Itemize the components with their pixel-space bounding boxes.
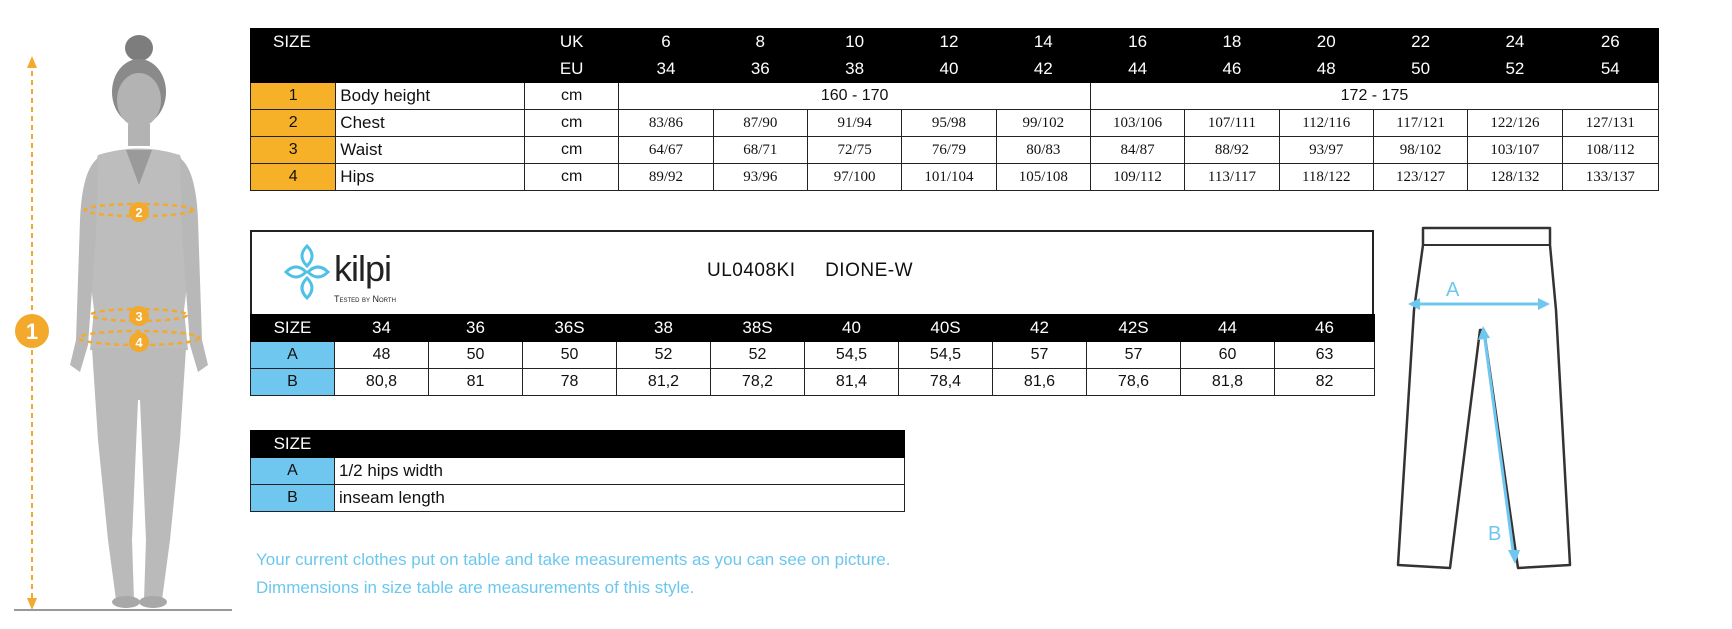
brand-tagline: Tested by North [334, 294, 396, 304]
cell-value: 101/104 [902, 164, 996, 191]
product-size: 42 [993, 315, 1087, 342]
kilpi-logo-icon [282, 242, 332, 302]
row-number: 3 [251, 137, 336, 164]
row-unit: cm [524, 137, 618, 164]
row-name: Hips [336, 164, 525, 191]
table-row-a [251, 342, 1375, 369]
eu-size: 38 [807, 56, 901, 83]
svg-text:2: 2 [135, 205, 143, 220]
product-size: 42S [1087, 315, 1181, 342]
cell-value: 54,5 [899, 342, 993, 369]
uk-size: 6 [619, 29, 713, 56]
uk-label: UK [524, 29, 618, 56]
product-title [707, 260, 913, 282]
product-size: 40S [899, 315, 993, 342]
cell-value: 83/86 [619, 110, 713, 137]
row-name: Chest [336, 110, 525, 137]
cell-value: 91/94 [807, 110, 901, 137]
cell-value: 54,5 [805, 342, 899, 369]
product-header [250, 230, 1374, 314]
cell-value: 78,4 [899, 369, 993, 396]
row-unit: cm [524, 110, 618, 137]
cell-value: 81 [429, 369, 523, 396]
row-name: Waist [336, 137, 525, 164]
cell-value: 107/111 [1185, 110, 1279, 137]
product-size: 36 [429, 315, 523, 342]
row-unit: cm [524, 164, 618, 191]
uk-size: 14 [996, 29, 1090, 56]
eu-size: 34 [619, 56, 713, 83]
cell-value: 50 [523, 342, 617, 369]
marker-a: A [1446, 279, 1460, 301]
cell-value: 80,8 [335, 369, 429, 396]
row-number: 4 [251, 164, 336, 191]
cell-value: 52 [617, 342, 711, 369]
row-label: A [251, 342, 335, 369]
eu-size-row [251, 56, 1659, 83]
size-header: SIZE [251, 29, 525, 56]
table-row-legend-b [251, 485, 905, 512]
marker-height [15, 314, 49, 348]
uk-size-row [251, 29, 1659, 56]
note-line-2: Dimmensions in size table are measurements of this style. [256, 578, 695, 597]
table-row-legend-a [251, 458, 905, 485]
row-label: B [251, 485, 335, 512]
cell-value: 112/116 [1279, 110, 1373, 137]
row-unit: cm [524, 83, 618, 110]
cell-value: 93/96 [713, 164, 807, 191]
product-size: 36S [523, 315, 617, 342]
cell-value: 78,2 [711, 369, 805, 396]
cell-value: 57 [993, 342, 1087, 369]
row-description: 1/2 hips width [335, 458, 905, 485]
eu-size: 42 [996, 56, 1090, 83]
row-number: 1 [251, 83, 336, 110]
product-size-header-row [251, 315, 1375, 342]
product-size: 38 [617, 315, 711, 342]
uk-size: 8 [713, 29, 807, 56]
product-name: DIONE-W [825, 260, 914, 281]
size-header: SIZE [251, 431, 335, 458]
cell-value: 133/137 [1562, 164, 1658, 191]
pants-measurement-diagram [1380, 220, 1590, 580]
cell-value: 52 [711, 342, 805, 369]
eu-size: 36 [713, 56, 807, 83]
product-size: 44 [1181, 315, 1275, 342]
eu-label: EU [524, 56, 618, 83]
cell-value: 80/83 [996, 137, 1090, 164]
product-size-table [250, 314, 1375, 396]
row-label: B [251, 369, 335, 396]
cell-value: 88/92 [1185, 137, 1279, 164]
table-row-body-height [251, 83, 1659, 110]
cell-value: 117/121 [1373, 110, 1467, 137]
cell-value: 118/122 [1279, 164, 1373, 191]
uk-size: 16 [1090, 29, 1184, 56]
cell-value: 78,6 [1087, 369, 1181, 396]
cell-value: 63 [1275, 342, 1375, 369]
eu-size: 48 [1279, 56, 1373, 83]
cell-value: 113/117 [1185, 164, 1279, 191]
cell-value: 50 [429, 342, 523, 369]
uk-size: 26 [1562, 29, 1658, 56]
cell-value: 99/102 [996, 110, 1090, 137]
svg-text:3: 3 [135, 309, 143, 324]
cell-value: 128/132 [1468, 164, 1562, 191]
table-row-hips [251, 164, 1659, 191]
cell-value: 89/92 [619, 164, 713, 191]
cell-value: 95/98 [902, 110, 996, 137]
product-size: 34 [335, 315, 429, 342]
row-description: inseam length [335, 485, 905, 512]
cell-value: 127/131 [1562, 110, 1658, 137]
cell-value: 122/126 [1468, 110, 1562, 137]
brand-name: kilpi [334, 248, 392, 289]
empty-cell [251, 56, 525, 83]
eu-size: 44 [1090, 56, 1184, 83]
row-number: 2 [251, 110, 336, 137]
legend-table [250, 430, 905, 512]
product-size: 38S [711, 315, 805, 342]
cell-value: 108/112 [1562, 137, 1658, 164]
row-label: A [251, 458, 335, 485]
cell-value: 105/108 [996, 164, 1090, 191]
table-row-waist [251, 137, 1659, 164]
table-row-b [251, 369, 1375, 396]
eu-size: 40 [902, 56, 996, 83]
svg-text:4: 4 [135, 335, 143, 350]
body-measurement-figure [0, 20, 240, 620]
cell-value: 68/71 [713, 137, 807, 164]
cell-value: 81,2 [617, 369, 711, 396]
legend-header-row [251, 431, 905, 458]
cell-value: 103/107 [1468, 137, 1562, 164]
cell-value: 57 [1087, 342, 1181, 369]
row-name: Body height [336, 83, 525, 110]
cell-value: 93/97 [1279, 137, 1373, 164]
uk-size: 24 [1468, 29, 1562, 56]
cell-value: 123/127 [1373, 164, 1467, 191]
marker-b: B [1488, 523, 1502, 545]
marker-chest [129, 202, 149, 222]
cell-value: 81,8 [1181, 369, 1275, 396]
marker-waist [129, 306, 149, 326]
note-line-1: Your current clothes put on table and take measurements as you can see on picture. [256, 550, 891, 569]
uk-size: 22 [1373, 29, 1467, 56]
cell-value: 98/102 [1373, 137, 1467, 164]
eu-size: 52 [1468, 56, 1562, 83]
size-header: SIZE [251, 315, 335, 342]
cell-value: 64/67 [619, 137, 713, 164]
eu-size: 46 [1185, 56, 1279, 83]
cell-value: 72/75 [807, 137, 901, 164]
body-size-table [250, 28, 1659, 191]
cell-value: 97/100 [807, 164, 901, 191]
cell-value: 82 [1275, 369, 1375, 396]
eu-size: 50 [1373, 56, 1467, 83]
cell-value: 84/87 [1090, 137, 1184, 164]
cell-value: 60 [1181, 342, 1275, 369]
cell-value: 76/79 [902, 137, 996, 164]
cell-value: 78 [523, 369, 617, 396]
table-row-chest [251, 110, 1659, 137]
uk-size: 18 [1185, 29, 1279, 56]
marker-height-label: 1 [25, 319, 39, 344]
product-code: UL0408KI [707, 260, 796, 281]
product-size: 46 [1275, 315, 1375, 342]
uk-size: 20 [1279, 29, 1373, 56]
cell-value: 81,4 [805, 369, 899, 396]
uk-size: 10 [807, 29, 901, 56]
height-range: 160 - 170 [619, 83, 1091, 110]
eu-size: 54 [1562, 56, 1658, 83]
cell-value: 48 [335, 342, 429, 369]
product-size: 40 [805, 315, 899, 342]
marker-hips [129, 332, 149, 352]
cell-value: 103/106 [1090, 110, 1184, 137]
cell-value: 81,6 [993, 369, 1087, 396]
empty-cell [335, 431, 905, 458]
cell-value: 109/112 [1090, 164, 1184, 191]
uk-size: 12 [902, 29, 996, 56]
cell-value: 87/90 [713, 110, 807, 137]
height-range: 172 - 175 [1090, 83, 1658, 110]
